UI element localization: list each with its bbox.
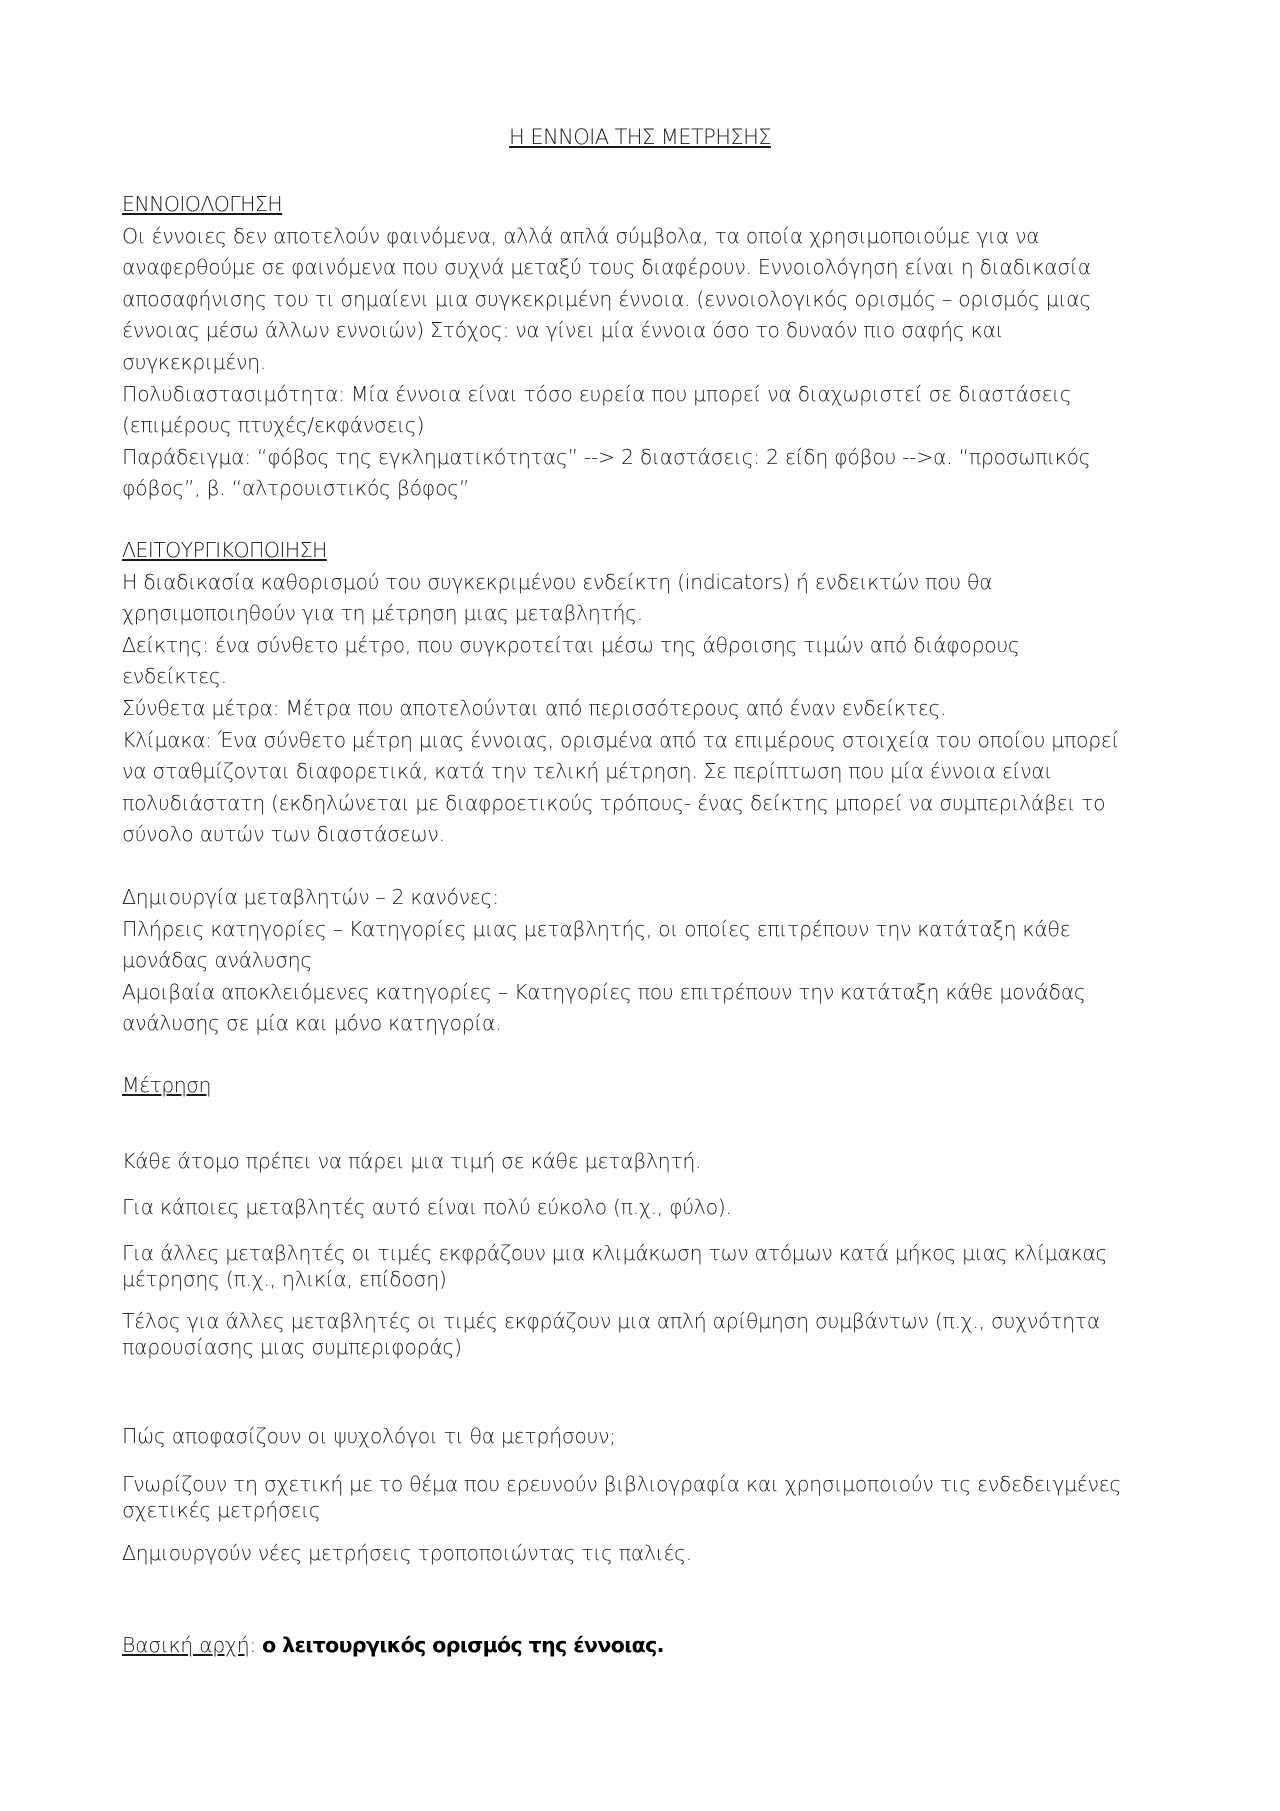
text-line: Δημιουργία μεταβλητών – 2 κανόνες: xyxy=(122,885,499,909)
text-line: έννοιας μέσω άλλων εννοιών) Στόχος: να γίνει μία έννοια όσο το δυναόν πιο σαφής και xyxy=(122,318,1004,343)
text-line: χρησιμοποιηθούν για τη μέτρηση μιας μεταβλητής. xyxy=(122,601,643,626)
text-line: Δείκτης: ένα σύνθετο μέτρο, που συγκροτείται μέσω της άθροισης τιμών από διάφορους xyxy=(122,632,1020,657)
section-operationalization xyxy=(122,535,1172,851)
text-line: Οι έννοιες δεν αποτελούν φαινόμενα, αλλά απλά σύμβολα, τα οποία χρησιμοποιούμε για να xyxy=(122,223,1040,248)
text-line: Δημιουργούν νέες μετρήσεις τροποποιώντας τις παλιές. xyxy=(122,1541,692,1565)
text-line: ενδείκτες. xyxy=(122,664,227,689)
text-line: Παράδειγμα: “φόβος της εγκληματικότητας” --> 2 διαστάσεις: 2 είδη φόβου -->α. “προσωπικός xyxy=(122,444,1091,469)
text-line: Τέλος για άλλες μεταβλητές οι τιμές εκφράζουν μια απλή αρίθμηση συμβάντων (π.χ., συχνότητα xyxy=(122,1309,1100,1333)
paragraph xyxy=(122,1146,1172,1178)
text-line: Αμοιβαία αποκλειόμενες κατηγορίες – Κατηγορίες που επιτρέπουν την κατάταξη κάθε μονάδας xyxy=(122,979,1086,1004)
principle-text: ο λειτουργικός ορισμός της έννοιας. xyxy=(262,1633,664,1657)
principle-colon: : xyxy=(249,1633,256,1657)
text-line: να σταθμίζονται διαφορετικά, κατά την τελική μέτρηση. Σε περίπτωση που μία έννοια είναι xyxy=(122,759,1052,784)
text-line: μέτρησης (π.χ., ηλικία, επίδοση) xyxy=(122,1267,447,1291)
paragraph xyxy=(122,1421,1172,1453)
text-line: αποσαφήνισης του τι σημαίενι μια συγκεκριμένη έννοια. (εννοιολογικός ορισμός – ορισμός μιας xyxy=(122,286,1092,311)
paragraph xyxy=(122,1192,1172,1224)
text-line: Κάθε άτομο πρέπει να πάρει μια τιμή σε κάθε μεταβλητή. xyxy=(122,1149,702,1173)
section-heading: Μέτρηση xyxy=(122,1073,211,1097)
paragraph xyxy=(122,1308,1172,1360)
section-heading: ΛΕΙΤΟΥΡΓΙΚΟΠΟΙΗΣΗ xyxy=(122,538,327,562)
text-line: συγκεκριμένη. xyxy=(122,349,266,374)
text-line: Γνωρίζουν τη σχετική με το θέμα που ερευνούν βιβλιογραφία και χρησιμοποιούν τις ενδεδειγμένες xyxy=(122,1472,1122,1496)
basic-principle xyxy=(122,1630,1172,1662)
text-line: Για άλλες μεταβλητές οι τιμές εκφράζουν μια κλιμάκωση των ατόμων κατά μήκος μιας κλίμακας xyxy=(122,1241,1108,1265)
text-line: Η διαδικασία καθορισμού του συγκεκριμένου ενδείκτη (indicators) ή ενδεικτών που θα xyxy=(122,569,993,594)
text-line: σύνολο αυτών των διαστάσεων. xyxy=(122,822,445,847)
page-title: Η ΕΝΝΟΙΑ ΤΗΣ ΜΕΤΡΗΣΗΣ xyxy=(509,125,771,149)
text-line: Πλήρεις κατηγορίες – Κατηγορίες μιας μεταβλητής, οι οποίες επιτρέπουν την κατάταξη κάθε xyxy=(122,916,1071,941)
section-conceptualization xyxy=(122,189,1172,505)
principle-line xyxy=(122,1630,1172,1662)
text-line: ανάλυσης σε μία και μόνο κατηγορία. xyxy=(122,1011,502,1036)
text-line: παρουσίασης μιας συμπεριφοράς) xyxy=(122,1335,462,1359)
section-variable-creation xyxy=(122,882,1172,1040)
paragraph xyxy=(122,1538,1172,1570)
principle-label: Βασική αρχή xyxy=(122,1633,250,1657)
text-line: αναφερθούμε σε φαινόμενα που συχνά μεταξύ τους διαφέρουν. Εννοιολόγηση είναι η διαδικασία xyxy=(122,255,1091,280)
text-line: σχετικές μετρήσεις xyxy=(122,1498,321,1522)
text-line: Για κάποιες μεταβλητές αυτό είναι πολύ εύκολο (π.χ., φύλο). xyxy=(122,1195,732,1219)
text-line: φόβος”, β. “αλτρουιστικός βόφος” xyxy=(122,476,470,501)
text-line: Πώς αποφασίζουν οι ψυχολόγοι τι θα μετρήσουν; xyxy=(122,1424,616,1448)
text-line: μονάδας ανάλυσης xyxy=(122,948,313,973)
section-measurement xyxy=(122,1070,1172,1102)
text-line: Πολυδιαστασιμότητα: Μία έννοια είναι τόσο ευρεία που μπορεί να διαχωριστεί σε διαστάσεις xyxy=(122,381,1072,406)
paragraph xyxy=(122,1471,1172,1523)
text-line: πολυδιάστατη (εκδηλώνεται με διαφροετικούς τρόπους- ένας δείκτης μπορεί να συμπεριλάβει το xyxy=(122,790,1106,815)
section-heading: ΕΝΝΟΙΟΛΟΓΗΣΗ xyxy=(122,192,283,216)
text-line: (επιμέρους πτυχές/εκφάνσεις) xyxy=(122,413,425,438)
paragraph xyxy=(122,1240,1172,1292)
text-line: Σύνθετα μέτρα: Μέτρα που αποτελούνται από περισσότερους από έναν ενδείκτες. xyxy=(122,695,947,720)
text-line: Κλίμακα: Ένα σύνθετο μέτρη μιας έννοιας, ορισμένα από τα επιμέρους στοιχεία του οποίου μπορεί xyxy=(122,727,1120,752)
